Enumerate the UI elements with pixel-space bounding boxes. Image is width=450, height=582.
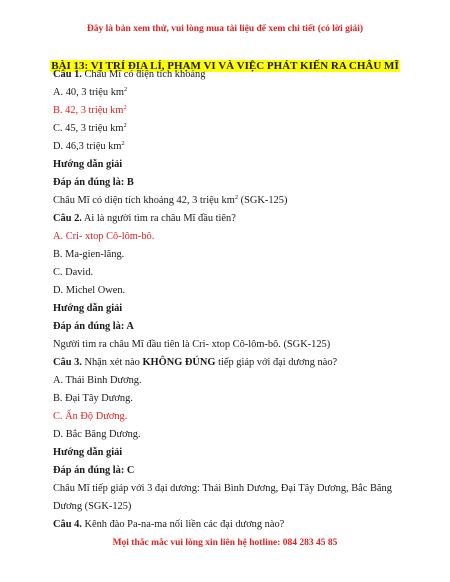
answer-line [53,318,403,336]
answer-letter: A [126,321,134,332]
guide-heading: Hướng dẫn giải [53,447,123,458]
question-text: Kênh đào Pa-na-ma nối liền các đại dương nào? [81,519,285,530]
question-3 [53,354,403,372]
question-4 [53,516,403,534]
answer-prefix: Đáp án đúng là: [53,177,127,188]
option-b-correct [53,102,403,120]
option-d: D. Michel Owen. [53,285,126,296]
guide-heading: Hướng dẫn giải [53,303,123,314]
option-d [53,138,403,156]
unit-exponent: 2 [234,194,239,201]
question-emphasis: KHÔNG ĐÚNG [142,357,216,368]
question-2 [53,210,403,228]
answer-prefix: Đáp án đúng là: [53,321,127,332]
question-1 [53,66,403,84]
unit: km [110,105,124,116]
unit-exponent: 2 [121,140,125,147]
answer-letter: C [126,465,135,476]
option-a [53,84,403,102]
option-text: C. 45, 3 triệu [53,123,111,134]
question-number: Câu 3. [53,357,82,368]
preview-notice: Đây là bản xem thử, vui lòng mua tài liệu để xem chi tiết (có lời giải) [86,24,364,34]
question-text-end: tiếp giáp với đại dương nào? [215,357,338,368]
answer-line [53,174,403,192]
option-a-correct: A. Cri- xtop Cô-lôm-bô. [53,231,155,242]
option-b: B. Đại Tây Dương. [53,393,133,404]
explanation: Châu Mĩ tiếp giáp với 3 đại dương: Thái Bình Dương, Đại Tây Dương, Bắc Băng Dương (SGK-125) [53,483,392,512]
question-number: Câu 2. [53,213,82,224]
unit: km [110,87,124,98]
option-c-correct: C. Ấn Độ Dương. [53,411,128,422]
question-number: Câu 1. [53,69,82,80]
explanation: Người tìm ra châu Mĩ đầu tiên là Cri- xtop Cô-lôm-bô. (SGK-125) [53,339,331,350]
lesson-title: BÀI 13: VỊ TRÍ ĐỊA LÍ, PHẠM VI VÀ VIỆC PHÁT KIẾN RA CHÂU MĨ [51,60,399,72]
question-text: Châu Mĩ có diện tích khoảng [81,69,206,80]
document-body [53,66,403,534]
explanation [53,192,403,210]
hotline-notice: Mọi thắc mắc vui lòng xin liên hệ hotline: 084 283 45 85 [112,538,338,548]
unit: km [108,141,122,152]
question-text: Nhận xét nào [81,357,143,368]
option-b: B. Ma-gien-lăng. [53,249,125,260]
unit: km [221,195,235,206]
option-text: A. 40, 3 triệu [53,87,111,98]
unit-exponent: 2 [124,86,128,93]
option-a: A. Thái Bình Dương. [53,375,142,386]
question-text: Ai là người tìm ra châu Mĩ đầu tiên? [81,213,236,224]
unit: km [110,123,124,134]
question-number: Câu 4. [53,519,82,530]
option-d: D. Bắc Băng Dương. [53,429,141,440]
answer-line [53,462,403,480]
answer-letter: B [126,177,134,188]
unit-exponent: 2 [123,104,127,111]
option-c: C. David. [53,267,94,278]
option-c [53,120,403,138]
option-text: D. 46,3 triệu [53,141,109,152]
guide-heading: Hướng dẫn giải [53,159,123,170]
option-text: B. 42, 3 triệu [53,105,111,116]
explanation-source: (SGK-125) [238,195,288,206]
answer-prefix: Đáp án đúng là: [53,465,127,476]
explanation-text: Châu Mĩ có diện tích khoảng 42, 3 triệu [53,195,222,206]
unit-exponent: 2 [123,122,127,129]
